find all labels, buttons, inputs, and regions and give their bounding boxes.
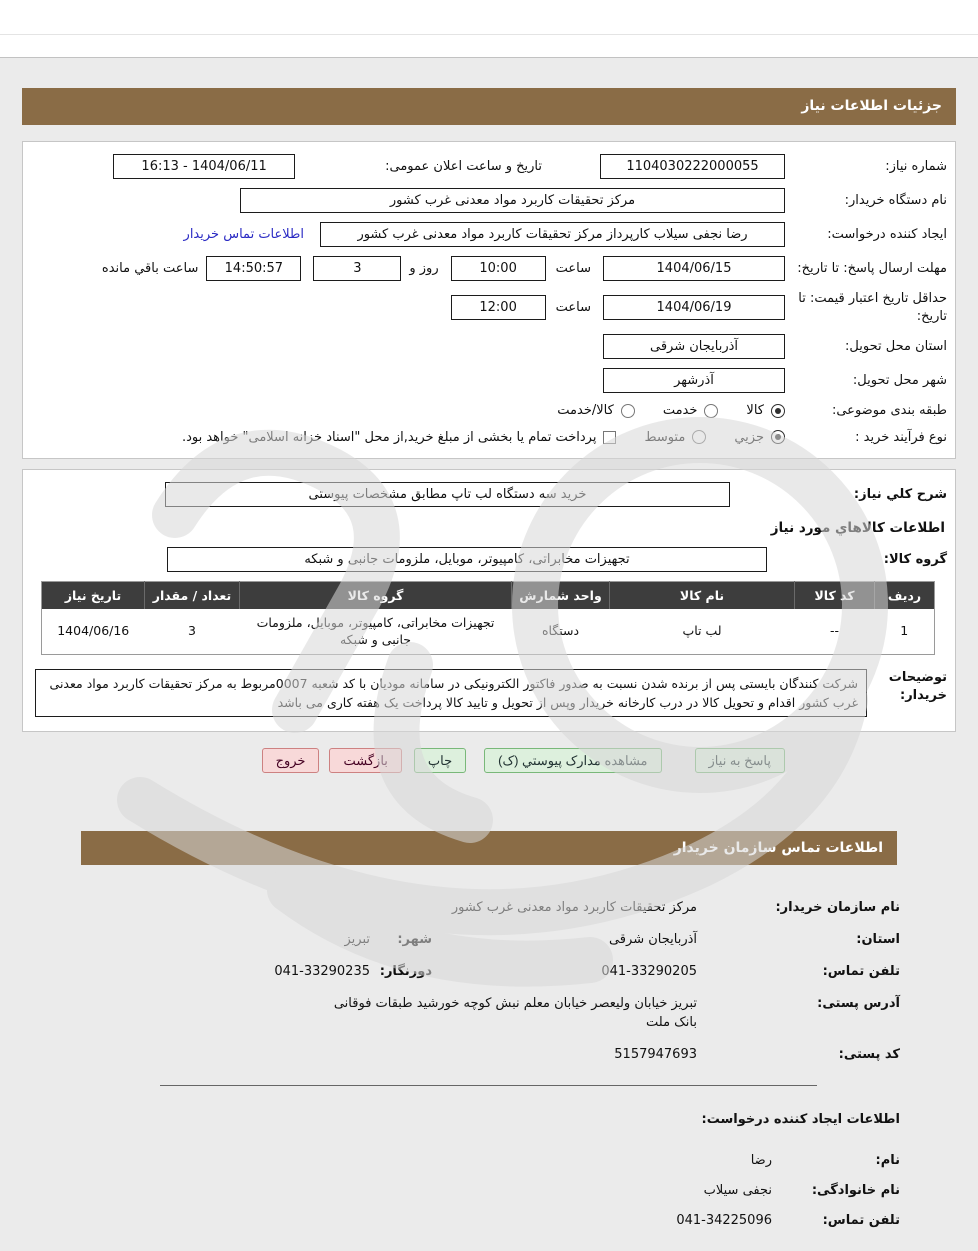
radio-option-service[interactable]	[663, 403, 719, 418]
goods-table-row	[42, 609, 935, 655]
radio-petty-label: جزيي	[734, 429, 764, 445]
creator-last-name-value: نجفی سیلاب	[703, 1182, 772, 1198]
delivery-city-label: شهر محل تحویل:	[852, 372, 947, 388]
need-details-panel	[22, 141, 956, 459]
contact-province-label: استان:	[856, 932, 900, 948]
reply-deadline-label: مهلت ارسال پاسخ: تا تاریخ:	[797, 260, 947, 276]
print-button[interactable]: چاپ	[414, 748, 466, 773]
top-white-strip	[0, 0, 978, 58]
radio-service-label: خدمت	[662, 403, 698, 419]
action-buttons-row	[0, 732, 978, 773]
goods-group-row	[31, 547, 947, 572]
col-goods-group: گروه کالا	[240, 582, 512, 609]
buyer-contact-section	[0, 865, 978, 1064]
need-number-label: شماره نیاز:	[885, 158, 947, 174]
request-creator-section	[0, 1086, 978, 1228]
price-validity-hour-label: ساعت	[555, 300, 591, 316]
contact-city-value: تبریز	[344, 932, 370, 948]
treasury-checkbox-icon[interactable]	[603, 431, 616, 444]
reply-deadline-hour-field[interactable]: 10:00	[451, 256, 546, 281]
goods-table	[41, 581, 935, 655]
creator-section-heading: اطلاعات ایجاد کننده درخواست:	[701, 1111, 900, 1127]
contact-org-label: نام سازمان خریدار:	[775, 900, 900, 916]
radio-service-icon[interactable]	[704, 404, 718, 418]
creator-first-name-value: رضا	[750, 1152, 772, 1168]
contact-postal-code-row	[0, 1046, 900, 1065]
buyer-org-field[interactable]: مرکز تحقیقات کاربرد مواد معدنی غرب کشور	[240, 188, 785, 213]
creator-phone-value: 041-34225096	[676, 1212, 772, 1228]
col-quantity: تعداد / مقدار	[145, 582, 240, 609]
contact-postal-code-label: کد پستی:	[838, 1046, 900, 1062]
radio-goods-service-label: کالا/خدمت	[557, 403, 614, 419]
section-header-contact: اطلاعات تماس سازمان خریدار	[81, 831, 897, 865]
need-number-row	[31, 154, 947, 179]
radio-option-goods-service[interactable]	[557, 403, 635, 418]
col-row-number: ردیف	[875, 582, 935, 609]
announce-datetime-label: تاریخ و ساعت اعلان عمومی:	[385, 159, 542, 174]
radio-medium-icon[interactable]	[692, 430, 706, 444]
buyer-org-label: نام دستگاه خریدار:	[844, 192, 947, 208]
price-validity-hour-field[interactable]: 12:00	[451, 295, 546, 320]
contact-province-value: آذربایجان شرقی	[608, 932, 697, 948]
need-items-panel	[22, 469, 956, 732]
cell-need-date: 1404/06/16	[42, 609, 145, 655]
radio-goods-icon[interactable]	[771, 404, 785, 418]
treasury-checkbox-label: پرداخت تمام یا بخشی از مبلغ خرید,از محل "اسناد خزانه اسلامی" خواهد بود.	[181, 429, 597, 445]
reply-deadline-date-field[interactable]: 1404/06/15	[603, 256, 785, 281]
buyer-notes-row	[31, 669, 947, 718]
delivery-province-label: استان محل تحویل:	[845, 338, 947, 354]
view-attached-docs-button[interactable]: مشاهده مدارک پیوستي (ک)	[484, 748, 661, 773]
reply-to-need-button[interactable]: پاسخ به نیاز	[695, 748, 785, 773]
col-goods-name: نام کالا	[610, 582, 795, 609]
process-type-row	[31, 429, 947, 447]
delivery-province-field[interactable]: آذربایجان شرقی	[603, 334, 785, 359]
cell-row-number: 1	[875, 609, 935, 655]
cell-count-unit: دستگاه	[512, 609, 610, 655]
contact-org-value: مرکز تحقیقات کاربرد مواد معدنی غرب کشور	[451, 900, 697, 916]
delivery-city-row	[31, 368, 947, 393]
exit-button[interactable]: خروج	[262, 748, 320, 773]
radio-option-petty[interactable]	[734, 430, 785, 445]
need-description-label: شرح كلي نياز:	[853, 487, 947, 503]
goods-group-field[interactable]: تجهیزات مخابراتی، کامپیوتر، موبایل، ملزومات جانبی و شبکه	[167, 547, 767, 572]
creator-last-name-row	[0, 1183, 900, 1198]
contact-address-label: آدرس پستی:	[817, 995, 900, 1011]
subject-classification-row	[31, 402, 947, 420]
contact-phone-label: تلفن تماس:	[822, 964, 900, 980]
section-header-details: جزئیات اطلاعات نیاز	[22, 88, 956, 125]
price-validity-label: حداقل تاریخ اعتبار قیمت: تا تاریخ:	[798, 291, 947, 324]
treasury-checkbox-option[interactable]	[182, 430, 617, 445]
announce-datetime-field[interactable]: 16:13 - 1404/06/11	[113, 154, 295, 179]
contact-city-label: شهر:	[397, 932, 432, 948]
cell-goods-name: لب تاپ	[610, 609, 795, 655]
process-type-label: نوع فرآیند خرید :	[855, 429, 947, 445]
creator-last-name-label: نام خانوادگی:	[811, 1182, 900, 1198]
cell-quantity: 3	[145, 609, 240, 655]
contact-fax-label: دورنگار:	[379, 964, 432, 980]
cell-goods-code: --	[795, 609, 875, 655]
reply-deadline-hour-label: ساعت	[555, 261, 591, 276]
goods-group-label: گروه کالا:	[883, 552, 947, 568]
subject-classification-label: طبقه بندی موضوعی:	[831, 403, 947, 419]
creator-phone-label: تلفن تماس:	[822, 1212, 900, 1228]
remaining-days-label: روز و	[409, 261, 439, 276]
back-button[interactable]: بازگشت	[329, 748, 401, 773]
need-description-row	[31, 482, 947, 507]
remaining-hours-label: ساعت باقي مانده	[101, 261, 199, 276]
delivery-city-field[interactable]: آذرشهر	[603, 368, 785, 393]
request-creator-label: ایجاد کننده درخواست:	[827, 226, 947, 242]
price-validity-date-field[interactable]: 1404/06/19	[603, 295, 785, 320]
radio-option-goods[interactable]	[746, 403, 785, 418]
price-validity-row	[31, 290, 947, 325]
need-description-field[interactable]: خرید سه دستگاه لب تاپ مطابق مشخصات پیوستی	[165, 482, 730, 507]
request-creator-field[interactable]: رضا نجفی سیلاب کارپرداز مرکز تحقیقات کاربرد مواد معدنی غرب کشور	[320, 222, 785, 247]
contact-phone-fax-row	[0, 963, 900, 982]
request-creator-row	[31, 222, 947, 247]
creator-first-name-label: نام:	[875, 1152, 900, 1168]
col-goods-code: کد کالا	[795, 582, 875, 609]
contact-address-value: تبریز خیابان ولیعصر خیابان معلم نبش کوچه خورشید طبقات فوقانی بانک ملت	[333, 995, 697, 1030]
radio-goods-service-icon[interactable]	[621, 404, 635, 418]
contact-phone-value: 041-33290205	[601, 964, 697, 980]
need-number-field[interactable]: 1104030222000055	[600, 154, 785, 179]
contact-fax-value: 041-33290235	[274, 964, 370, 980]
top-divider-line	[0, 34, 978, 35]
buyer-notes-label: توضیحات خریدار:	[888, 669, 947, 703]
buyer-org-row	[31, 188, 947, 213]
contact-address-row	[0, 995, 900, 1033]
creator-first-name-row	[0, 1153, 900, 1168]
contact-postal-code-value: 5157947693	[614, 1046, 697, 1062]
contact-org-row	[0, 899, 900, 918]
creator-phone-row	[0, 1213, 900, 1228]
radio-medium-label: متوسط	[644, 429, 686, 445]
col-need-date: تاریخ نیاز	[42, 582, 145, 609]
buyer-contact-link[interactable]: اطلاعات تماس خریدار	[183, 227, 304, 242]
buyer-notes-field[interactable]: شرکت کنندگان بایستی پس از برنده شدن نسبت به صدور فاکتور الکترونیکی در سامانه مودیان با کد شعبه 0007مربوط به مرکز تحقیقات کاربرد مواد معدنی غرب کشور اقدام و تحویل کالا در درب کارخانه خریدار وپس از تحویل و تایید کالا پرداخت یک هفته کاری می باشد	[35, 669, 867, 718]
remaining-days-field[interactable]: 3	[313, 256, 401, 281]
items-section-heading: اطلاعات کالاهاي مورد نياز	[770, 520, 945, 537]
contact-province-city-row	[0, 931, 900, 950]
cell-goods-group: تجهیزات مخابراتی، کامپیوتر، موبایل، ملزومات جانبی و شبکه	[240, 609, 512, 655]
radio-goods-label: کالا	[746, 403, 764, 419]
delivery-province-row	[31, 334, 947, 359]
goods-table-header-row	[42, 582, 935, 609]
remaining-time-field[interactable]: 14:50:57	[206, 256, 301, 281]
reply-deadline-row	[31, 256, 947, 281]
radio-petty-icon[interactable]	[771, 430, 785, 444]
col-count-unit: واحد شمارش	[512, 582, 610, 609]
radio-option-medium[interactable]	[644, 430, 706, 445]
